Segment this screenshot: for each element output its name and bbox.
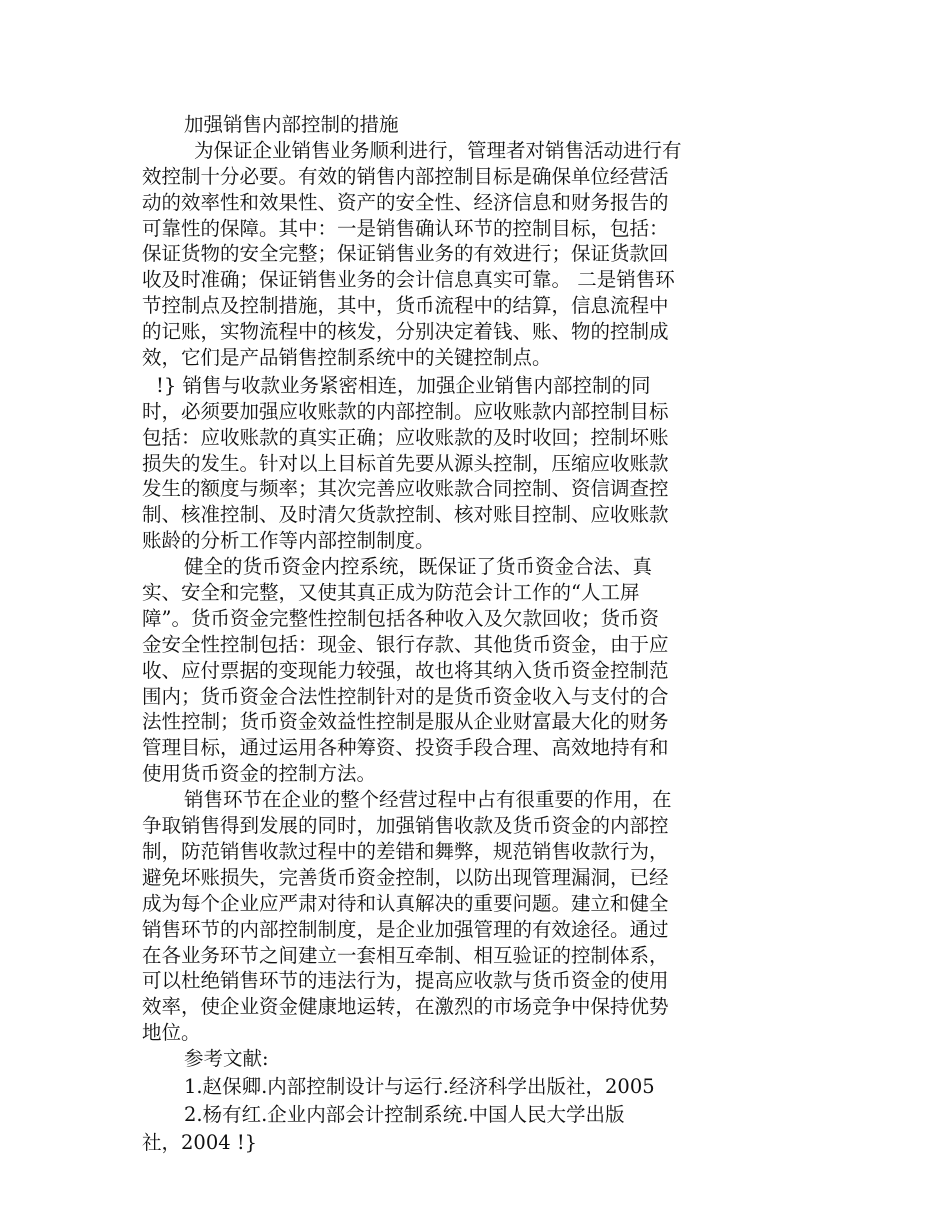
paragraph-line: 争取销售得到发展的同时，加强销售收款及货币资金的内部控 — [142, 814, 669, 838]
paragraph-line: 使用货币资金的控制方法。 — [142, 762, 377, 786]
paragraph-line: 包括：应收账款的真实正确；应收账款的及时收回；控制坏账 — [142, 425, 669, 449]
paragraph-2 — [142, 373, 742, 554]
references-section — [142, 1046, 742, 1156]
paragraph-1 — [142, 138, 742, 371]
paragraph-line: 制，防范销售收款过程中的差错和舞弊，规范销售收款行为， — [142, 839, 669, 863]
paragraph-line: 动的效率性和效果性、资产的安全性、经济信息和财务报告的 — [142, 190, 669, 214]
paragraph-line: 节控制点及控制措施，其中，货币流程中的结算，信息流程中 — [142, 294, 669, 318]
paragraph-line: 销售环节的内部控制制度，是企业加强管理的有效途径。通过 — [142, 917, 669, 941]
reference-item: 1.赵保卿.内部控制设计与运行.经济科学出版社，2005 — [184, 1074, 655, 1098]
paragraph-line: 损失的发生。针对以上目标首先要从源头控制，压缩应收账款 — [142, 451, 669, 475]
paragraph-line: 法性控制；货币资金效益性控制是服从企业财富最大化的财务 — [142, 710, 669, 734]
reference-item: 2.杨有红.企业内部会计控制系统.中国人民大学出版 — [184, 1102, 625, 1126]
paragraph-line: 的记账，实物流程中的核发，分别决定着钱、账、物的控制成 — [142, 320, 669, 344]
references-heading: 参考文献: — [184, 1047, 269, 1071]
document-title: 加强销售内部控制的措施 — [184, 113, 399, 136]
paragraph-line: 效，它们是产品销售控制系统中的关键控制点。 — [142, 346, 552, 370]
paragraph-line: 避免坏账损失，完善货币资金控制，以防出现管理漏洞，已经 — [142, 865, 669, 889]
paragraph-line: 发生的额度与频率；其次完善应收账款合同控制、资信调查控 — [142, 477, 669, 501]
paragraph-line: 障”。货币资金完整性控制包括各种收入及欠款回收；货币资 — [142, 606, 659, 630]
paragraph-3 — [142, 554, 742, 787]
paragraph-line: 账龄的分析工作等内部控制制度。 — [142, 529, 435, 553]
paragraph-line: 保证货物的安全完整；保证销售业务的有效进行；保证货款回 — [142, 242, 669, 266]
paragraph-line: 可以杜绝销售环节的违法行为，提高应收款与货币资金的使用 — [142, 969, 669, 993]
paragraph-line: 效控制十分必要。有效的销售内部控制目标是确保单位经营活 — [142, 164, 669, 188]
paragraph-line: 可靠性的保障。其中：一是销售确认环节的控制目标，包括： — [142, 216, 669, 240]
paragraph-line: 管理目标，通过运用各种筹资、投资手段合理、高效地持有和 — [142, 736, 669, 760]
paragraph-line: 销售环节在企业的整个经营过程中占有很重要的作用，在 — [184, 788, 672, 812]
paragraph-line: 地位。 — [142, 1021, 201, 1045]
document-body — [142, 112, 742, 1156]
paragraph-line: 在各业务环节之间建立一套相互牵制、相互验证的控制体系， — [142, 943, 669, 967]
paragraph-line: 健全的货币资金内控系统，既保证了货币资金合法、真 — [184, 555, 653, 579]
paragraph-line: 时，必须要加强应收账款的内部控制。应收账款内部控制目标 — [142, 399, 669, 423]
paragraph-line: 为保证企业销售业务顺利进行，管理者对销售活动进行有 — [194, 138, 682, 162]
paragraph-line: 实、安全和完整，又使其真正成为防范会计工作的“人工屏 — [142, 581, 640, 605]
paragraph-line: 金安全性控制包括：现金、银行存款、其他货币资金，由于应 — [142, 632, 669, 656]
paragraph-line: 收、应付票据的变现能力较强，故也将其纳入货币资金控制范 — [142, 658, 669, 682]
paragraph-4 — [142, 787, 742, 1046]
paragraph-line: 围内；货币资金合法性控制针对的是货币资金收入与支付的合 — [142, 684, 669, 708]
paragraph-line: 成为每个企业应严肃对待和认真解决的重要问题。建立和健全 — [142, 891, 669, 915]
paragraph-line: !} 销售与收款业务紧密相连，加强企业销售内部控制的同 — [156, 373, 651, 397]
reference-item-continuation: 社，2004 !} — [142, 1130, 258, 1154]
paragraph-line: 效率，使企业资金健康地运转，在激烈的市场竞争中保持优势 — [142, 995, 669, 1019]
paragraph-line: 收及时准确；保证销售业务的会计信息真实可靠。 二是销售环 — [142, 268, 675, 292]
paragraph-line: 制、核准控制、及时清欠货款控制、核对账目控制、应收账款 — [142, 503, 669, 527]
